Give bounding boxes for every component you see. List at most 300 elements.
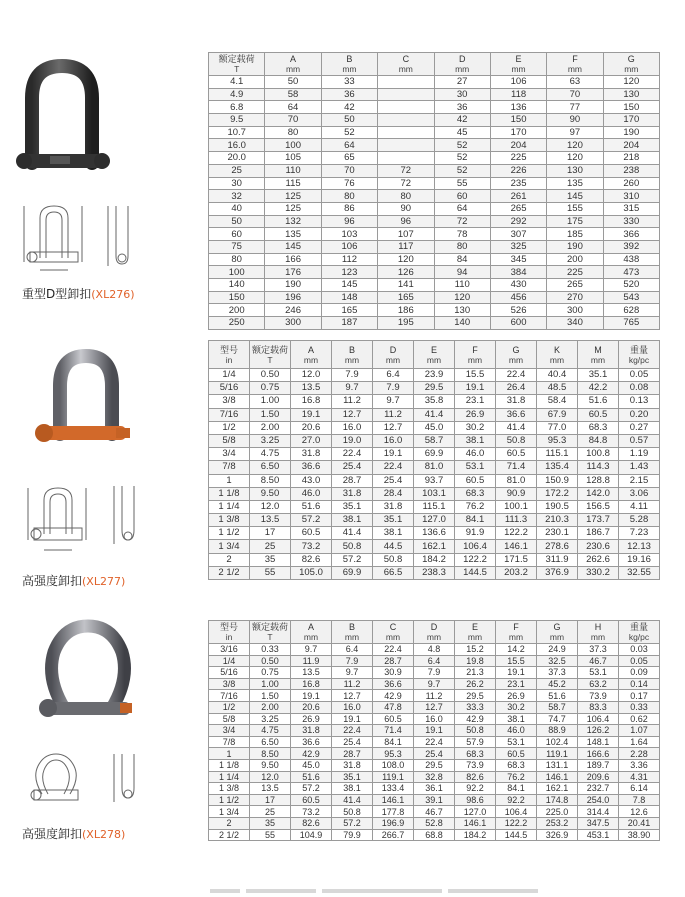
table-cell: 38.1	[332, 514, 373, 527]
table-cell: 120	[547, 139, 603, 152]
table-cell: 25	[209, 164, 265, 177]
table-cell: 261	[490, 190, 546, 203]
table-cell: 4.1	[209, 76, 265, 89]
table-cell: 1 3/8	[209, 783, 250, 795]
table-cell: 106.4	[578, 713, 619, 725]
table-cell: 174.8	[537, 794, 578, 806]
table-cell: 19.0	[332, 434, 373, 447]
table-cell: 0.62	[619, 713, 660, 725]
table-cell: 144.5	[496, 829, 537, 841]
table-cell: 80	[321, 190, 377, 203]
table-cell: 7.9	[332, 655, 373, 667]
table-cell: 185	[547, 228, 603, 241]
table-cell: 1 3/4	[209, 806, 250, 818]
table-cell: 78	[434, 228, 490, 241]
table-cell: 0.50	[250, 369, 291, 382]
table-cell: 68.3	[455, 487, 496, 500]
table-cell: 52	[434, 139, 490, 152]
table-cell: 63.2	[578, 678, 619, 690]
table-cell: 16.0	[373, 434, 414, 447]
table-cell: 42.2	[578, 382, 619, 395]
table-cell: 128.8	[578, 474, 619, 487]
table-cell: 232.7	[578, 783, 619, 795]
column-header-label: 型号	[219, 344, 238, 355]
table-cell: 70	[321, 164, 377, 177]
table-cell: 4.31	[619, 771, 660, 783]
table-cell: 4.8	[414, 644, 455, 656]
table-cell: 266.7	[373, 829, 414, 841]
table-cell: 314.4	[578, 806, 619, 818]
table-cell: 35.1	[373, 514, 414, 527]
table-cell: 100	[265, 139, 321, 152]
table-cell: 310	[603, 190, 659, 203]
table-cell: 103.1	[414, 487, 455, 500]
table-cell: 225	[490, 152, 546, 165]
table-cell: 4.9	[209, 88, 265, 101]
column-header-label: 型号	[219, 622, 238, 632]
table-cell: 7/16	[209, 690, 250, 702]
column-header	[414, 621, 455, 644]
table-cell: 135	[547, 177, 603, 190]
table-cell: 35.1	[332, 500, 373, 513]
column-header-unit: mm	[567, 64, 583, 74]
table-cell: 51.6	[291, 771, 332, 783]
table-cell: 122.2	[496, 527, 537, 540]
table-cell: 7.8	[619, 794, 660, 806]
table-cell: 100	[209, 266, 265, 279]
table-cell: 25.4	[414, 748, 455, 760]
table-cell: 35.8	[414, 395, 455, 408]
table-cell: 172.2	[537, 487, 578, 500]
table-cell: 628	[603, 304, 659, 317]
table-cell: 52	[321, 126, 377, 139]
table-cell: 119.1	[537, 748, 578, 760]
column-header-unit: kg/pc	[628, 354, 650, 365]
table-cell: 0.05	[619, 655, 660, 667]
table-cell: 170	[490, 126, 546, 139]
table-cell: 80	[434, 240, 490, 253]
table-cell: 278.6	[537, 540, 578, 553]
column-header-label: F	[572, 54, 578, 64]
table-cell: 36	[321, 88, 377, 101]
table-cell: 6.8	[209, 101, 265, 114]
column-header-unit: mm	[624, 64, 639, 74]
table-cell: 23.1	[455, 395, 496, 408]
table-cell: 148.1	[578, 736, 619, 748]
column-header	[455, 621, 496, 644]
table-cell: 25.4	[332, 736, 373, 748]
column-header-unit: mm	[549, 354, 565, 365]
table-cell: 38.1	[373, 527, 414, 540]
table-cell: 20.0	[209, 152, 265, 165]
table-cell: 50.8	[332, 540, 373, 553]
table-cell: 108.0	[373, 759, 414, 771]
table-cell: 35	[250, 553, 291, 566]
table-cell: 50.8	[373, 553, 414, 566]
table-cell: 10.7	[209, 126, 265, 139]
table-cell: 72	[378, 164, 434, 177]
column-header	[578, 621, 619, 644]
table-cell: 7.9	[332, 369, 373, 382]
table-cell: 60.5	[578, 408, 619, 421]
table-cell: 19.1	[455, 382, 496, 395]
table-cell: 42.9	[291, 748, 332, 760]
table-cell: 1	[209, 748, 250, 760]
table-cell: 30	[209, 177, 265, 190]
table-cell: 16.8	[291, 395, 332, 408]
table-cell: 68.8	[414, 829, 455, 841]
footer-decoration	[210, 878, 670, 886]
table-cell: 13.5	[291, 667, 332, 679]
table-cell: 60.5	[291, 794, 332, 806]
table-cell: 16.0	[332, 701, 373, 713]
column-header-unit: mm	[508, 632, 524, 642]
table-cell: 1	[209, 474, 250, 487]
table-cell: 162.1	[537, 783, 578, 795]
table-cell: 47.8	[373, 701, 414, 713]
table-cell: 75	[209, 240, 265, 253]
table-cell: 16.8	[291, 678, 332, 690]
table-cell: 4.75	[250, 725, 291, 737]
table-cell: 120	[603, 76, 659, 89]
table-cell: 5/16	[209, 667, 250, 679]
table-cell: 473	[603, 266, 659, 279]
column-header-label: E	[430, 344, 437, 355]
table-cell: 95.3	[537, 434, 578, 447]
table-cell: 1/4	[209, 369, 250, 382]
table-cell: 73.2	[291, 540, 332, 553]
table-cell: 16.0	[414, 713, 455, 725]
table-cell: 102.4	[537, 736, 578, 748]
bow-shackle-drawing	[14, 748, 154, 808]
table-cell: 82.6	[291, 817, 332, 829]
column-header-unit: T	[267, 632, 273, 642]
table-cell: 127.0	[414, 514, 455, 527]
column-header-unit: mm	[344, 354, 360, 365]
table-cell: 31.8	[332, 759, 373, 771]
table-cell: 11.2	[373, 408, 414, 421]
table-row	[209, 771, 660, 783]
table-cell: 60.5	[373, 713, 414, 725]
table-cell: 80	[265, 126, 321, 139]
column-header-unit: T	[234, 64, 240, 74]
table-cell: 77.0	[537, 421, 578, 434]
table-cell: 35.1	[578, 369, 619, 382]
table-cell: 48.5	[537, 382, 578, 395]
table-cell: 52	[434, 152, 490, 165]
table-cell: 106	[321, 240, 377, 253]
table-cell: 105	[265, 152, 321, 165]
table-cell: 122.2	[455, 553, 496, 566]
column-header-unit: in	[225, 632, 233, 642]
table-cell: 119.1	[373, 771, 414, 783]
table-cell: 107	[378, 228, 434, 241]
table-cell: 2.15	[619, 474, 660, 487]
table-cell: 19.1	[373, 448, 414, 461]
column-header-label: B	[346, 54, 353, 64]
table-cell: 57.2	[332, 817, 373, 829]
table-row	[209, 678, 660, 690]
table-cell: 76.2	[496, 771, 537, 783]
table-cell: 238.3	[414, 566, 455, 579]
table-cell: 19.8	[455, 655, 496, 667]
table-cell: 226	[490, 164, 546, 177]
table-cell: 238	[603, 164, 659, 177]
column-header	[619, 621, 660, 644]
column-header-label: B	[348, 622, 355, 632]
table-cell: 190.5	[537, 500, 578, 513]
table-cell: 7/8	[209, 461, 250, 474]
table-cell: 1 1/8	[209, 487, 250, 500]
table-cell: 68.3	[578, 421, 619, 434]
table-cell: 8.50	[250, 474, 291, 487]
table-cell: 148	[321, 291, 377, 304]
table-cell: 76	[321, 177, 377, 190]
table-cell: 36.1	[414, 783, 455, 795]
table-cell: 1/2	[209, 421, 250, 434]
table-cell: 11.2	[414, 690, 455, 702]
table-cell: 32.8	[414, 771, 455, 783]
table-cell: 20.6	[291, 701, 332, 713]
table-cell: 41.4	[496, 421, 537, 434]
table-cell: 144.5	[455, 566, 496, 579]
table-cell: 132	[265, 215, 321, 228]
table-cell: 250	[209, 317, 265, 330]
table-cell: 131.1	[537, 759, 578, 771]
table-cell: 64	[265, 101, 321, 114]
table-cell: 162.1	[414, 540, 455, 553]
table-cell: 71.4	[373, 725, 414, 737]
table-cell: 2.28	[619, 748, 660, 760]
table-cell: 46.0	[496, 725, 537, 737]
table-cell: 175	[547, 215, 603, 228]
table-cell: 120	[378, 253, 434, 266]
table-cell: 21.3	[455, 667, 496, 679]
table-cell: 84.1	[455, 514, 496, 527]
table-cell: 177.8	[373, 806, 414, 818]
table-row	[209, 829, 660, 841]
table-cell: 26.9	[291, 713, 332, 725]
column-header-label: C	[402, 54, 410, 64]
column-header-unit: mm	[303, 632, 319, 642]
table-cell: 70	[547, 88, 603, 101]
table-cell: 52	[434, 164, 490, 177]
column-header-label: E	[515, 54, 522, 64]
table-cell: 72	[378, 177, 434, 190]
table-row	[209, 644, 660, 656]
table-cell: 13.5	[250, 514, 291, 527]
table-cell: 33	[321, 76, 377, 89]
table-cell: 1 1/2	[209, 527, 250, 540]
table-cell: 3/8	[209, 395, 250, 408]
table-cell: 196.9	[373, 817, 414, 829]
column-header-unit: T	[267, 354, 273, 365]
table-cell: 112	[321, 253, 377, 266]
table-cell: 5/8	[209, 713, 250, 725]
table-cell: 51.6	[537, 690, 578, 702]
table-cell: 1 3/4	[209, 540, 250, 553]
table-cell: 1 1/4	[209, 771, 250, 783]
product-name: 重型D型卸扣	[22, 287, 92, 301]
table-cell: 23.9	[414, 369, 455, 382]
column-header	[209, 621, 250, 644]
table-cell: 32	[209, 190, 265, 203]
table-cell: 9.50	[250, 487, 291, 500]
table-cell: 22.4	[332, 448, 373, 461]
table-cell: 88.9	[537, 725, 578, 737]
table-cell: 9.7	[291, 644, 332, 656]
table-cell: 52.8	[414, 817, 455, 829]
column-header-unit: mm	[342, 64, 357, 74]
table-cell: 27.0	[291, 434, 332, 447]
table-cell: 19.1	[496, 667, 537, 679]
table-cell: 33.3	[455, 701, 496, 713]
table-cell: 69.9	[414, 448, 455, 461]
table-cell: 0.08	[619, 382, 660, 395]
table-cell: 90	[378, 202, 434, 215]
table-cell: 9.7	[332, 382, 373, 395]
table-cell: 84.8	[578, 434, 619, 447]
table-cell: 4.75	[250, 448, 291, 461]
table-cell: 26.4	[496, 382, 537, 395]
table-cell: 103	[321, 228, 377, 241]
table-cell: 11.9	[291, 655, 332, 667]
table-cell: 55	[250, 566, 291, 579]
table-cell: 69.9	[332, 566, 373, 579]
column-header-unit: mm	[590, 632, 606, 642]
table-cell: 3/16	[209, 644, 250, 656]
table-cell: 84	[434, 253, 490, 266]
table-cell: 96	[321, 215, 377, 228]
table-cell: 150.9	[537, 474, 578, 487]
table-cell: 171.5	[496, 553, 537, 566]
table-cell: 7/8	[209, 736, 250, 748]
table-cell: 543	[603, 291, 659, 304]
table-cell: 0.20	[619, 408, 660, 421]
table-cell: 114.3	[578, 461, 619, 474]
table-cell: 190	[265, 279, 321, 292]
table-cell: 42	[321, 101, 377, 114]
table-cell: 218	[603, 152, 659, 165]
table-cell: 73.2	[291, 806, 332, 818]
table-cell: 17	[250, 527, 291, 540]
table-cell: 187	[321, 317, 377, 330]
table-cell: 189.7	[578, 759, 619, 771]
table-cell: 12.7	[332, 408, 373, 421]
table-cell: 1.07	[619, 725, 660, 737]
table-cell: 50.8	[496, 434, 537, 447]
table-cell: 73.9	[455, 759, 496, 771]
table-cell: 72	[434, 215, 490, 228]
table-cell: 0.75	[250, 382, 291, 395]
table-cell: 12.13	[619, 540, 660, 553]
table-cell: 36	[434, 101, 490, 114]
table-cell: 265	[547, 279, 603, 292]
table-cell: 12.7	[373, 421, 414, 434]
column-header-label: F	[472, 344, 478, 355]
table-cell: 82.6	[291, 553, 332, 566]
table-cell: 53.1	[455, 461, 496, 474]
column-header-unit: mm	[508, 354, 524, 365]
column-header	[496, 621, 537, 644]
table-cell: 91.9	[455, 527, 496, 540]
column-header-label: H	[594, 622, 602, 632]
table-cell: 340	[547, 317, 603, 330]
table-cell: 135	[265, 228, 321, 241]
table-cell: 186	[378, 304, 434, 317]
table-cell: 12.0	[250, 500, 291, 513]
table-cell: 150	[490, 114, 546, 127]
table-cell: 96	[378, 215, 434, 228]
column-header-label: 额定载荷	[251, 344, 288, 355]
table-row	[209, 794, 660, 806]
table-cell: 105.0	[291, 566, 332, 579]
table-cell: 5/16	[209, 382, 250, 395]
column-header-unit: mm	[426, 354, 442, 365]
table-cell: 29.5	[414, 759, 455, 771]
table-cell: 31.8	[332, 487, 373, 500]
table-cell: 64	[434, 202, 490, 215]
table-cell: 22.4	[414, 736, 455, 748]
table-cell: 130	[434, 304, 490, 317]
table-cell: 438	[603, 253, 659, 266]
table-cell: 6.50	[250, 461, 291, 474]
table-cell: 81.0	[496, 474, 537, 487]
table-cell: 145	[321, 279, 377, 292]
column-header-unit: mm	[467, 354, 483, 365]
table-cell: 260	[603, 177, 659, 190]
column-header-label: D	[458, 54, 466, 64]
table-cell: 9.50	[250, 759, 291, 771]
table-cell: 30	[434, 88, 490, 101]
table-cell: 55	[250, 829, 291, 841]
table-cell: 330	[603, 215, 659, 228]
column-header-label: 重量	[629, 344, 648, 355]
table-cell: 31.8	[291, 448, 332, 461]
table-cell: 150	[603, 101, 659, 114]
table-cell: 20.41	[619, 817, 660, 829]
column-header-unit: mm	[385, 354, 401, 365]
table-cell: 330.2	[578, 566, 619, 579]
table-cell: 1/4	[209, 655, 250, 667]
table-row	[209, 701, 660, 713]
table-cell: 136	[490, 101, 546, 114]
table-cell: 31.8	[373, 500, 414, 513]
column-header-label: A	[290, 54, 297, 64]
table-cell: 2.00	[250, 701, 291, 713]
table-row	[209, 748, 660, 760]
table-cell: 45.2	[537, 678, 578, 690]
table-cell: 325	[490, 240, 546, 253]
table-cell: 2 1/2	[209, 566, 250, 579]
table-cell: 38.1	[332, 783, 373, 795]
table-cell: 184.2	[414, 553, 455, 566]
table-cell: 142.0	[578, 487, 619, 500]
table-cell: 106.4	[455, 540, 496, 553]
table-cell: 60.5	[496, 748, 537, 760]
table-cell: 73.9	[578, 690, 619, 702]
table-cell: 36.6	[291, 736, 332, 748]
table-row	[209, 759, 660, 771]
table-cell: 38.1	[496, 713, 537, 725]
table-cell: 366	[603, 228, 659, 241]
table-cell: 30.9	[373, 667, 414, 679]
table-cell: 600	[490, 317, 546, 330]
table-cell: 16.0	[332, 421, 373, 434]
column-header-unit: mm	[426, 632, 442, 642]
table-cell: 15.5	[455, 369, 496, 382]
column-header-unit: in	[225, 354, 233, 365]
